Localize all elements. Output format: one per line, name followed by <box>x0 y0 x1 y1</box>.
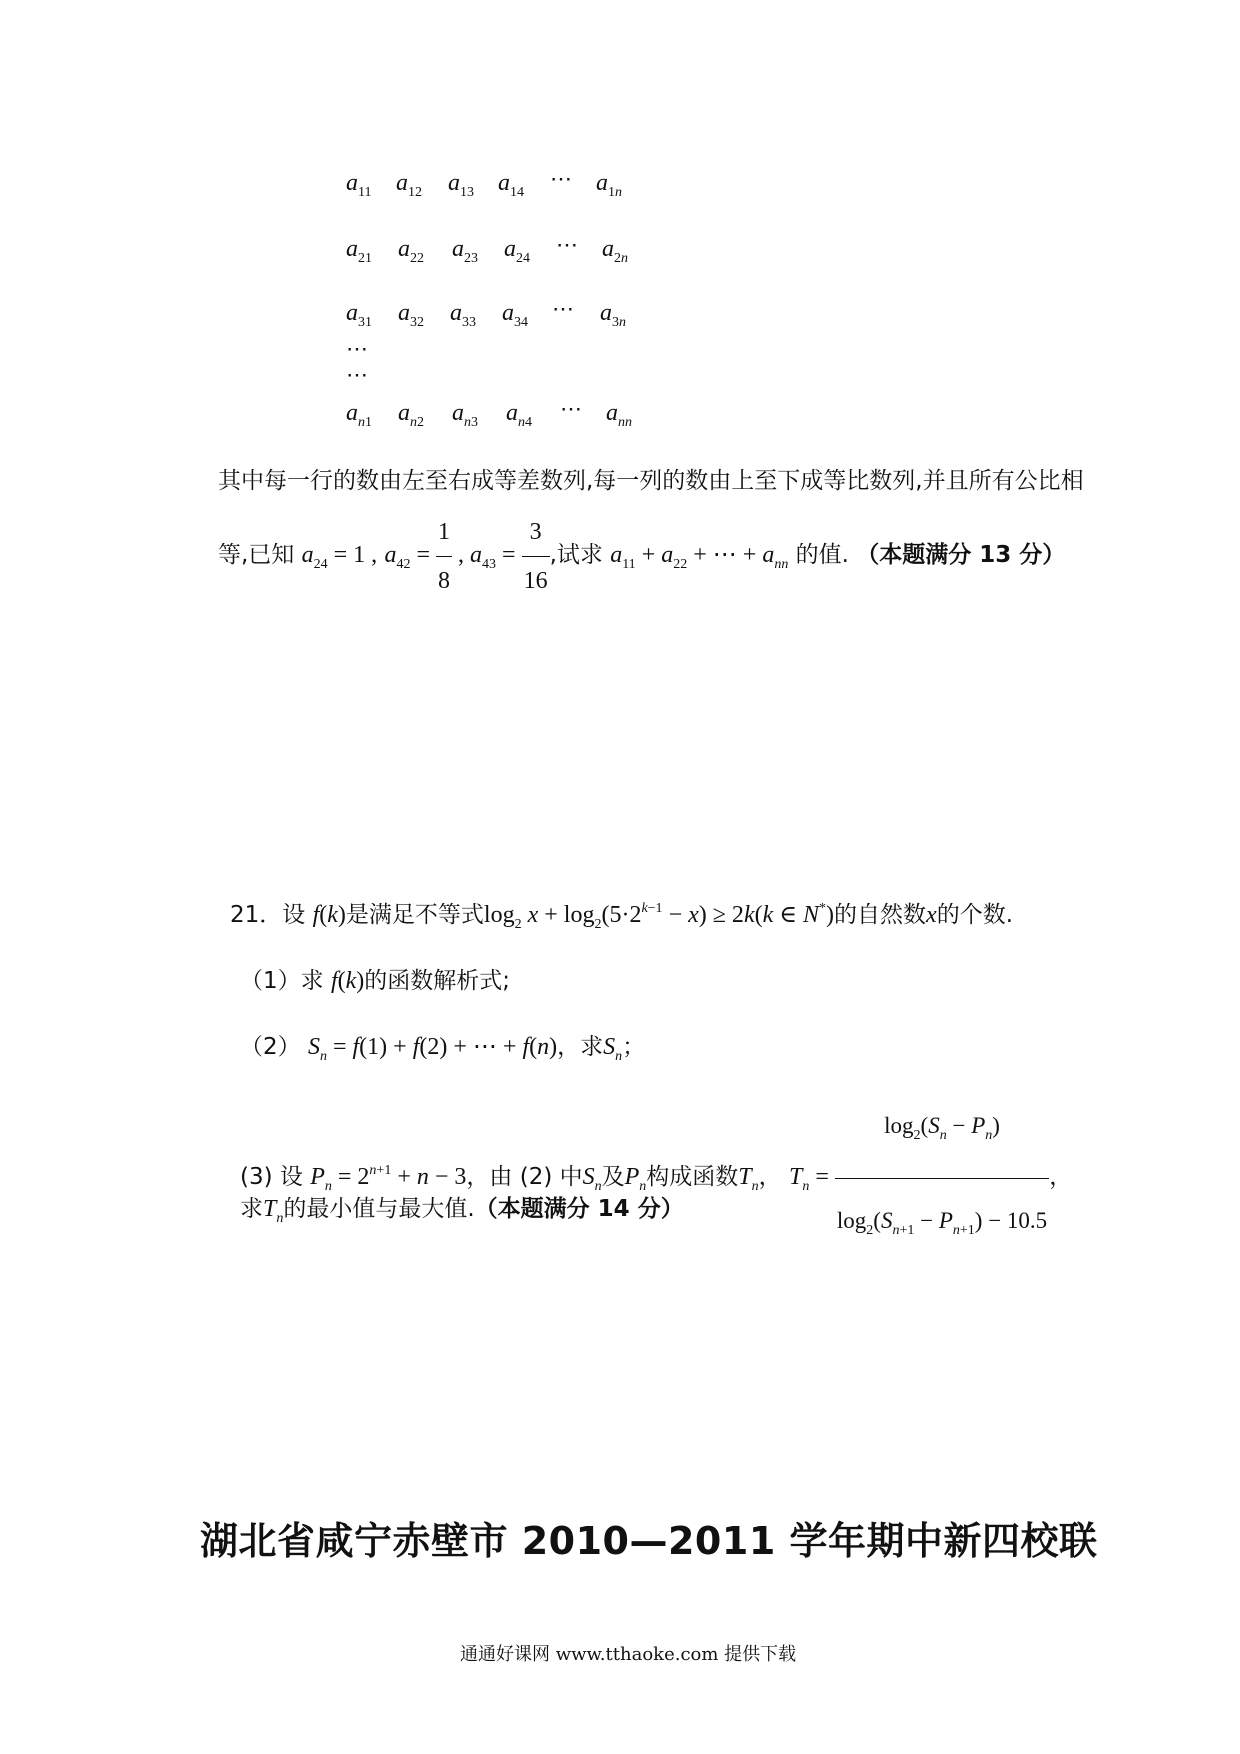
pn-definition: $P_n = 2^{n+1} + n - 3$ <box>310 1163 467 1195</box>
part3-and: 及 <box>601 1164 625 1191</box>
problem21-number: 21．设 <box>230 902 306 928</box>
problem20-known: 等,已知 <box>218 542 295 569</box>
matrix-cell: $a_{3n}$ <box>600 300 626 330</box>
problem20-try: ,试求 <box>549 542 603 569</box>
var-x: x <box>926 902 937 928</box>
problem21-stem-end: 的自然数 <box>834 902 927 928</box>
pn: $P_n$ <box>624 1164 647 1195</box>
cond-a24: $a_{24} = 1$ , <box>301 542 378 573</box>
tn-formula: $T_n$ = $\frac{\log_2(S_n - P_n)}{\log_2(S_{n+1} - P_{n+1}) - 10.5}$ <box>789 1164 1049 1190</box>
part1-label: （1）求 <box>240 968 324 994</box>
matrix-ellipsis: ⋯ <box>560 396 583 421</box>
matrix-cell: $a_{12}$ <box>396 170 422 200</box>
fk: f(k) <box>330 968 365 994</box>
problem20-line2 <box>218 510 1065 603</box>
matrix-cell: $a_{n2}$ <box>398 400 424 430</box>
tn: $T_n$ <box>263 1196 284 1226</box>
problem21-part1 <box>240 962 510 995</box>
matrix-cell: $a_{33}$ <box>450 300 476 330</box>
problem21-score: （本题满分 14 分） <box>474 1196 684 1222</box>
problem21-stem-tail: 的个数. <box>936 902 1013 928</box>
problem21-stem-mid: 是满足不等式 <box>345 902 484 928</box>
problem20-line1: 其中每一行的数由左至右成等差数列,每一列的数由上至下成等比数列,并且所有公比相 <box>218 468 1084 494</box>
fk: f(k) <box>312 902 346 928</box>
part3-end: ， <box>1049 1164 1073 1191</box>
part2-mid: ，求 <box>557 1034 604 1060</box>
matrix-ellipsis: ⋯ ⋯ <box>346 336 369 387</box>
problem20-score: （本题满分 13 分） <box>856 542 1066 569</box>
sum-expression: $a_{11} + a_{22}$ + ⋯ + $a_{nn}$ <box>610 542 789 573</box>
part2-end: ； <box>622 1034 646 1060</box>
cond-a42: $a_{42}$ = $\frac{1}{8}$ , <box>384 542 470 568</box>
part3-func: 构成函数 <box>646 1164 739 1191</box>
matrix-cell: $a_{n4}$ <box>506 400 532 430</box>
page-heading: 湖北省咸宁赤壁市 2010—2011 学年期中新四校联 <box>200 1519 1098 1563</box>
matrix-cell: $a_{n3}$ <box>452 400 478 430</box>
matrix-cell: $a_{24}$ <box>504 236 530 266</box>
inequality: $\log_2 x + \log_2(5\cdot 2^{k-1} - x) \ge 2k(k$ ∈ N*) <box>483 901 835 932</box>
part3-label: (3) 设 <box>240 1164 303 1191</box>
tn: $T_n$ <box>738 1164 759 1195</box>
part3-mid: ，由 (2) 中 <box>466 1164 583 1191</box>
matrix-ellipsis: ⋯ <box>552 296 575 321</box>
page-footer: 通通好课网 www.tthaoke.com 提供下载 <box>460 1644 797 1665</box>
problem21-stem <box>230 896 1013 933</box>
matrix-cell: $a_{34}$ <box>502 300 528 330</box>
matrix-cell: $a_{14}$ <box>498 170 524 200</box>
sn-definition: $S_n = f(1) + f(2)$ + ⋯ + f(n) <box>307 1034 558 1064</box>
matrix-ellipsis: ⋯ <box>556 232 579 257</box>
matrix-cell: $a_{1n}$ <box>596 170 622 200</box>
sn: $S_n$ <box>603 1034 623 1064</box>
part1-end: 的函数解析式; <box>364 968 511 994</box>
part2-label: （2） <box>240 1034 301 1060</box>
matrix-cell: $a_{2n}$ <box>602 236 628 266</box>
cond-a43: $a_{43}$ = $\frac{3}{16}$ <box>470 542 550 568</box>
problem20-value: 的值. <box>795 542 849 569</box>
sn: $S_n$ <box>582 1164 602 1195</box>
matrix-ellipsis: ⋯ <box>550 166 573 191</box>
matrix-cell: $a_{13}$ <box>448 170 474 200</box>
matrix-cell: $a_{n1}$ <box>346 400 372 430</box>
matrix-cell: $a_{23}$ <box>452 236 478 266</box>
matrix-cell: $a_{21}$ <box>346 236 372 266</box>
matrix-cell: $a_{32}$ <box>398 300 424 330</box>
problem21-part3: (3) 设 $P_n = 2^{n+1} + n - 3$，由 (2) 中$S_n$及$P_n$构成函数$T_n$， $T_n$ = $\frac{\log_2(S_n - P_n)}{\log_2(S_{n+1} - P_{n+1}) - 10.5}$ ， <box>240 1086 1072 1271</box>
problem21-part2 <box>240 1028 645 1065</box>
matrix-cell: $a_{31}$ <box>346 300 372 330</box>
final-mid: 的最小值与最大值. <box>283 1196 475 1222</box>
final-prefix: 求 <box>240 1196 263 1222</box>
matrix-cell: $a_{22}$ <box>398 236 424 266</box>
matrix-cell: $a_{11}$ <box>346 170 372 200</box>
problem21-final <box>240 1190 684 1227</box>
matrix-cell: $a_{nn}$ <box>606 400 632 430</box>
